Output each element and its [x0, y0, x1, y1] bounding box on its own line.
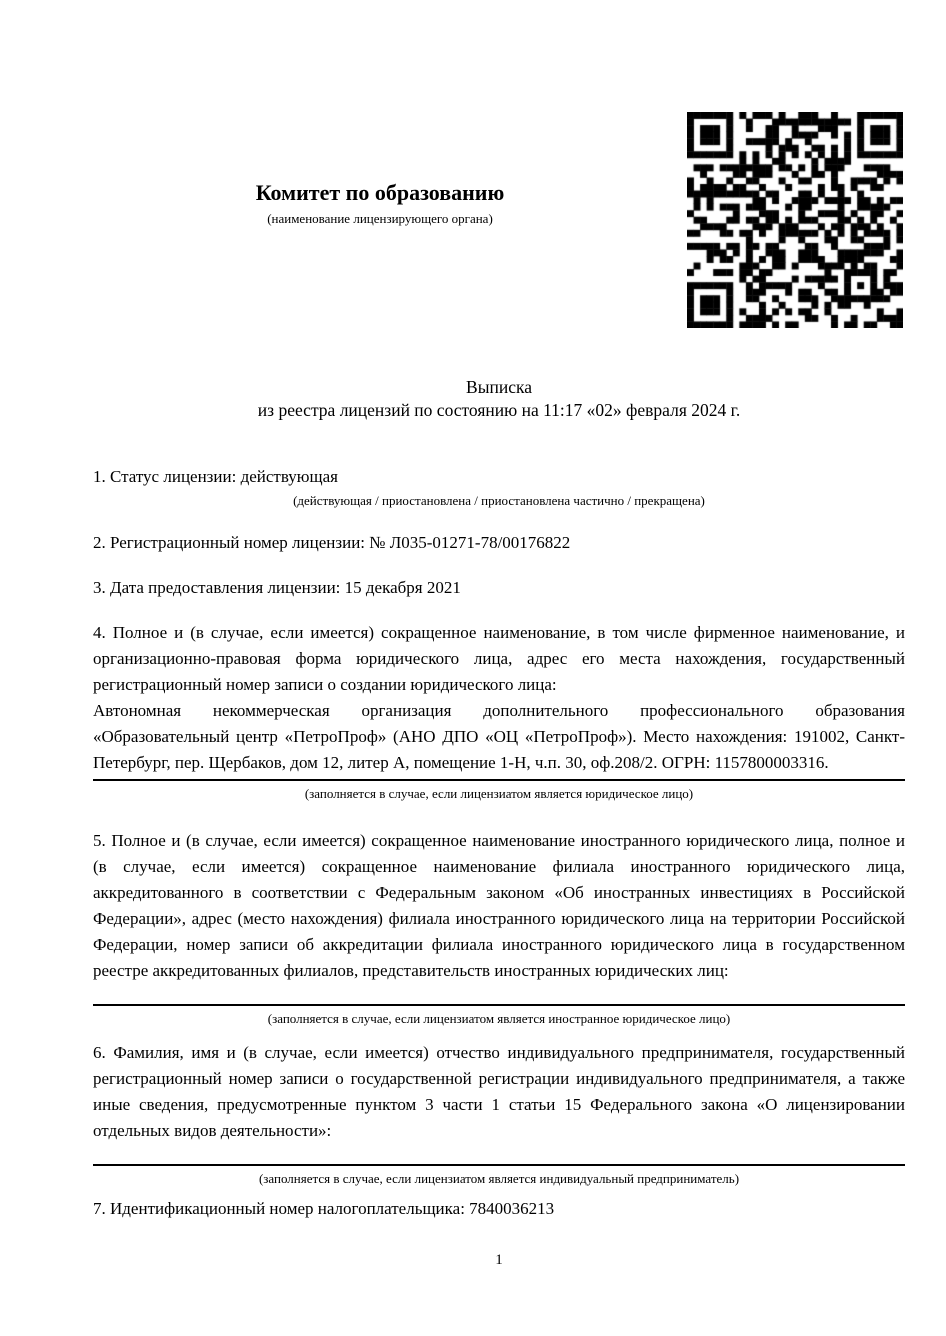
individual-entrepreneur-caption: (заполняется в случае, если лицензиатом является индивидуальный предприниматель) — [258, 1171, 740, 1186]
blank-line — [93, 779, 905, 781]
foreign-entity-caption: (заполняется в случае, если лицензиатом является иностранное юридическое лицо) — [267, 1011, 731, 1026]
foreign-entity-label: 5. Полное и (в случае, если имеется) сокращенное наименование иностранного юридического лица, полное и (в случае, если имеется) сокращенное наименование филиала иностранного юридического лица, аккредитованного в соответствии с Федеральным законом «Об иностранных инвестициях в Российской Федерации», адрес (место нахождения) филиала иностранного юридического лица на территории Российской Федерации, номер записи об аккредитации филиала иностранного юридического лица в государственном реестре аккредитованных филиалов, представительств иностранных юридических лиц: — [93, 831, 905, 980]
individual-entrepreneur-label: 6. Фамилия, имя и (в случае, если имеется) отчество индивидуального предпринимателя, государственный регистрационный номер записи о государственной регистрации индивидуального предпринимателя, а также иные сведения, предусмотренные пунктом 3 части 1 статьи 15 Федерального закона «О лицензировании отдельных видов деятельности»: — [93, 1043, 905, 1140]
item-legal-entity — [93, 620, 905, 802]
qr-code — [687, 112, 903, 328]
blank-line — [93, 1004, 905, 1006]
item-license-status — [93, 464, 905, 509]
license-status-caption: (действующая / приостановлена / приостановлена частично / прекращена) — [293, 493, 705, 508]
item-license-date — [93, 575, 905, 601]
page-number: 1 — [495, 1252, 503, 1268]
license-status-text: 1. Статус лицензии: действующая — [93, 467, 338, 486]
document-title-line1: Выписка — [466, 377, 532, 397]
legal-entity-value: Автономная некоммерческая организация дополнительного профессионального образования «Образовательный центр «ПетроПроф» (АНО ДПО «ОЦ «ПетроПроф»). Место нахождения: 191002, Санкт-Петербург, пер. Щербаков, дом 12, литер А, помещение 1-Н, ч.п. 30, оф.208/2. ОГРН: 1157800003316. — [93, 701, 905, 772]
licensing-authority-name: Комитет по образованию — [255, 180, 505, 205]
document-title — [93, 376, 905, 422]
item-individual-entrepreneur — [93, 1040, 905, 1187]
taxpayer-number-text: 7. Идентификационный номер налогоплательщика: 7840036213 — [93, 1199, 555, 1218]
qr-code-icon — [687, 112, 903, 328]
legal-entity-label: 4. Полное и (в случае, если имеется) сокращенное наименование, в том числе фирменное наименование, и организационно-правовая форма юридического лица, адрес его места нахождения, государственный регистрационный номер записи о создании юридического лица: — [93, 623, 905, 694]
license-date-text: 3. Дата предоставления лицензии: 15 декабря 2021 — [93, 578, 461, 597]
document-title-line2: из реестра лицензий по состоянию на 11:17 «02» февраля 2024 г. — [257, 400, 741, 420]
item-registration-number — [93, 530, 905, 556]
registration-number-text: 2. Регистрационный номер лицензии: № Л035-01271-78/00176822 — [93, 533, 571, 552]
blank-line — [93, 1164, 905, 1166]
licensing-authority-block — [93, 179, 667, 227]
legal-entity-caption: (заполняется в случае, если лицензиатом является юридическое лицо) — [304, 786, 694, 801]
item-taxpayer-number — [93, 1196, 905, 1222]
item-foreign-entity — [93, 828, 905, 1027]
licensing-authority-caption: (наименование лицензирующего органа) — [267, 211, 493, 226]
